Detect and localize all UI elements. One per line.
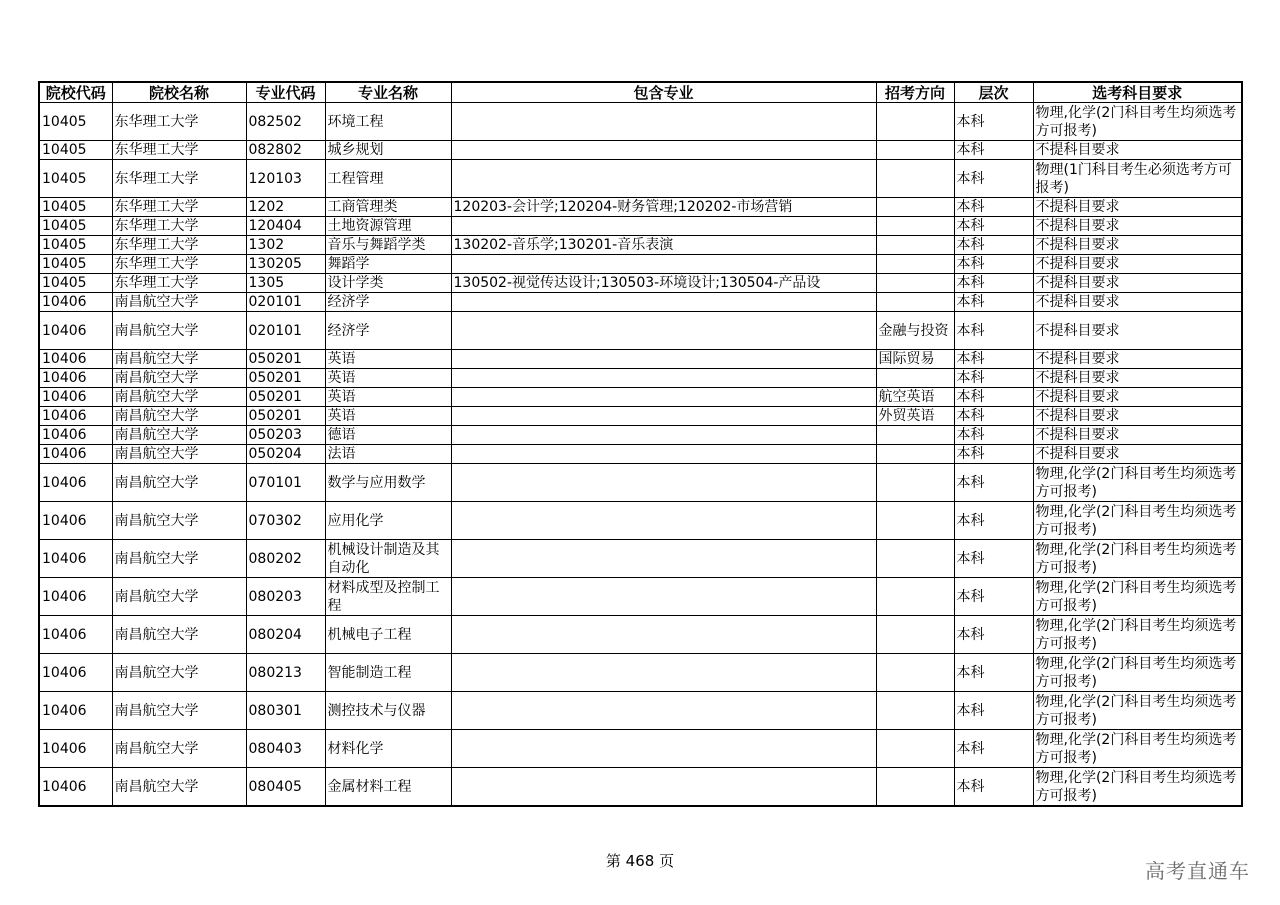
cell-direction [876,198,954,217]
cell-subject-requirement: 不提科目要求 [1033,274,1242,293]
header-major-code: 专业代码 [246,82,325,103]
cell-major-code: 080405 [246,768,325,807]
cell-school-name: 南昌航空大学 [112,312,246,350]
cell-major-name: 英语 [325,350,451,369]
cell-included-majors [451,407,876,426]
header-school-name: 院校名称 [112,82,246,103]
header-row [39,82,1242,103]
header-school-code: 院校代码 [39,82,112,103]
table-row [39,293,1242,312]
cell-school-code: 10405 [39,255,112,274]
cell-level: 本科 [954,426,1033,445]
cell-school-name: 东华理工大学 [112,217,246,236]
cell-major-code: 070101 [246,464,325,502]
cell-included-majors [451,103,876,141]
table-row [39,540,1242,578]
cell-major-code: 120404 [246,217,325,236]
cell-school-name: 南昌航空大学 [112,464,246,502]
cell-school-code: 10406 [39,616,112,654]
cell-school-name: 南昌航空大学 [112,502,246,540]
cell-school-code: 10406 [39,369,112,388]
cell-subject-requirement: 物理(1门科目考生必须选考方可报考) [1033,160,1242,198]
cell-level: 本科 [954,312,1033,350]
cell-direction [876,692,954,730]
cell-school-name: 南昌航空大学 [112,445,246,464]
cell-major-code: 020101 [246,312,325,350]
cell-major-code: 080204 [246,616,325,654]
cell-subject-requirement: 物理,化学(2门科目考生均须选考方可报考) [1033,768,1242,807]
cell-major-code: 080213 [246,654,325,692]
cell-direction [876,540,954,578]
cell-school-name: 南昌航空大学 [112,540,246,578]
cell-direction [876,236,954,255]
cell-included-majors [451,255,876,274]
cell-school-name: 南昌航空大学 [112,426,246,445]
cell-major-name: 土地资源管理 [325,217,451,236]
cell-level: 本科 [954,407,1033,426]
table-row [39,407,1242,426]
table-body [39,103,1242,807]
cell-school-code: 10405 [39,236,112,255]
cell-major-code: 080301 [246,692,325,730]
cell-level: 本科 [954,692,1033,730]
cell-subject-requirement: 不提科目要求 [1033,407,1242,426]
cell-subject-requirement: 不提科目要求 [1033,198,1242,217]
cell-major-name: 机械设计制造及其自动化 [325,540,451,578]
cell-direction: 外贸英语 [876,407,954,426]
table-row [39,160,1242,198]
cell-included-majors [451,730,876,768]
cell-school-name: 东华理工大学 [112,103,246,141]
cell-included-majors [451,350,876,369]
cell-major-code: 082802 [246,141,325,160]
cell-subject-requirement: 不提科目要求 [1033,350,1242,369]
cell-included-majors [451,312,876,350]
table-row [39,654,1242,692]
table-row [39,768,1242,807]
cell-direction [876,654,954,692]
cell-school-name: 东华理工大学 [112,160,246,198]
cell-school-name: 东华理工大学 [112,255,246,274]
cell-subject-requirement: 不提科目要求 [1033,445,1242,464]
cell-direction [876,274,954,293]
cell-direction: 金融与投资 [876,312,954,350]
cell-school-name: 南昌航空大学 [112,293,246,312]
cell-level: 本科 [954,141,1033,160]
cell-school-code: 10406 [39,768,112,807]
cell-major-code: 082502 [246,103,325,141]
cell-major-code: 080203 [246,578,325,616]
cell-direction: 国际贸易 [876,350,954,369]
cell-major-code: 050201 [246,388,325,407]
cell-school-code: 10406 [39,692,112,730]
cell-level: 本科 [954,369,1033,388]
cell-major-name: 工商管理类 [325,198,451,217]
cell-major-name: 经济学 [325,293,451,312]
table-row [39,426,1242,445]
cell-level: 本科 [954,274,1033,293]
cell-school-code: 10405 [39,217,112,236]
header-major-name: 专业名称 [325,82,451,103]
table-row [39,141,1242,160]
cell-major-code: 1305 [246,274,325,293]
cell-subject-requirement: 物理,化学(2门科目考生均须选考方可报考) [1033,103,1242,141]
cell-major-code: 050201 [246,407,325,426]
cell-school-code: 10406 [39,312,112,350]
cell-major-name: 舞蹈学 [325,255,451,274]
table-row [39,388,1242,407]
cell-direction [876,426,954,445]
cell-major-code: 120103 [246,160,325,198]
cell-major-code: 020101 [246,293,325,312]
header-included-majors: 包含专业 [451,82,876,103]
cell-included-majors [451,293,876,312]
cell-included-majors [451,578,876,616]
cell-school-code: 10406 [39,388,112,407]
cell-subject-requirement: 不提科目要求 [1033,369,1242,388]
cell-subject-requirement: 不提科目要求 [1033,255,1242,274]
cell-direction [876,255,954,274]
table-row [39,103,1242,141]
cell-level: 本科 [954,445,1033,464]
cell-school-code: 10406 [39,578,112,616]
cell-subject-requirement: 物理,化学(2门科目考生均须选考方可报考) [1033,502,1242,540]
cell-subject-requirement: 不提科目要求 [1033,388,1242,407]
cell-major-name: 应用化学 [325,502,451,540]
cell-subject-requirement: 不提科目要求 [1033,426,1242,445]
cell-major-name: 设计学类 [325,274,451,293]
cell-included-majors [451,616,876,654]
page-number: 第 468 页 [605,852,675,870]
cell-major-code: 050201 [246,350,325,369]
cell-major-name: 音乐与舞蹈学类 [325,236,451,255]
watermark: 高考直通车 [1145,859,1250,883]
cell-direction [876,502,954,540]
cell-major-name: 英语 [325,407,451,426]
cell-school-code: 10405 [39,198,112,217]
cell-level: 本科 [954,730,1033,768]
cell-major-code: 080202 [246,540,325,578]
cell-subject-requirement: 物理,化学(2门科目考生均须选考方可报考) [1033,730,1242,768]
cell-major-name: 英语 [325,388,451,407]
cell-school-name: 南昌航空大学 [112,388,246,407]
table-row [39,217,1242,236]
cell-included-majors: 130502-视觉传达设计;130503-环境设计;130504-产品设 [451,274,876,293]
cell-school-code: 10406 [39,407,112,426]
cell-major-code: 1202 [246,198,325,217]
cell-school-code: 10405 [39,160,112,198]
cell-school-name: 南昌航空大学 [112,692,246,730]
cell-school-name: 南昌航空大学 [112,616,246,654]
cell-major-name: 数学与应用数学 [325,464,451,502]
cell-major-name: 金属材料工程 [325,768,451,807]
cell-major-name: 法语 [325,445,451,464]
cell-major-code: 130205 [246,255,325,274]
cell-direction [876,578,954,616]
cell-direction [876,616,954,654]
cell-major-name: 经济学 [325,312,451,350]
cell-level: 本科 [954,616,1033,654]
cell-major-name: 测控技术与仪器 [325,692,451,730]
cell-included-majors [451,692,876,730]
cell-school-name: 南昌航空大学 [112,407,246,426]
cell-school-name: 东华理工大学 [112,141,246,160]
cell-school-code: 10406 [39,464,112,502]
cell-school-code: 10406 [39,350,112,369]
cell-major-name: 英语 [325,369,451,388]
cell-direction [876,103,954,141]
header-subject-requirement: 选考科目要求 [1033,82,1242,103]
cell-subject-requirement: 不提科目要求 [1033,217,1242,236]
cell-school-name: 东华理工大学 [112,198,246,217]
header-direction: 招考方向 [876,82,954,103]
cell-school-code: 10406 [39,445,112,464]
cell-included-majors [451,388,876,407]
table-row [39,236,1242,255]
cell-subject-requirement: 不提科目要求 [1033,236,1242,255]
cell-major-name: 材料化学 [325,730,451,768]
cell-direction [876,217,954,236]
cell-included-majors [451,502,876,540]
table-row [39,692,1242,730]
cell-major-code: 1302 [246,236,325,255]
cell-school-code: 10406 [39,730,112,768]
table-row [39,616,1242,654]
cell-school-code: 10406 [39,502,112,540]
cell-included-majors [451,768,876,807]
cell-direction [876,369,954,388]
cell-included-majors [451,160,876,198]
cell-major-name: 德语 [325,426,451,445]
cell-major-code: 050203 [246,426,325,445]
cell-subject-requirement: 物理,化学(2门科目考生均须选考方可报考) [1033,616,1242,654]
cell-included-majors [451,369,876,388]
cell-included-majors [451,141,876,160]
cell-direction [876,293,954,312]
table-row [39,445,1242,464]
table-row [39,730,1242,768]
cell-included-majors [451,217,876,236]
cell-school-code: 10405 [39,141,112,160]
cell-subject-requirement: 不提科目要求 [1033,293,1242,312]
cell-major-name: 机械电子工程 [325,616,451,654]
cell-included-majors [451,426,876,445]
table-row [39,350,1242,369]
cell-level: 本科 [954,540,1033,578]
cell-school-code: 10406 [39,426,112,445]
cell-level: 本科 [954,502,1033,540]
table-row [39,502,1242,540]
cell-level: 本科 [954,160,1033,198]
cell-major-name: 材料成型及控制工程 [325,578,451,616]
cell-major-name: 智能制造工程 [325,654,451,692]
cell-major-code: 080403 [246,730,325,768]
cell-level: 本科 [954,464,1033,502]
cell-major-code: 050201 [246,369,325,388]
cell-major-name: 环境工程 [325,103,451,141]
cell-school-name: 东华理工大学 [112,236,246,255]
cell-included-majors: 120203-会计学;120204-财务管理;120202-市场营销 [451,198,876,217]
cell-direction [876,768,954,807]
cell-level: 本科 [954,654,1033,692]
cell-subject-requirement: 物理,化学(2门科目考生均须选考方可报考) [1033,578,1242,616]
cell-level: 本科 [954,236,1033,255]
cell-school-name: 东华理工大学 [112,274,246,293]
cell-level: 本科 [954,103,1033,141]
table-row [39,198,1242,217]
table-row [39,464,1242,502]
cell-school-name: 南昌航空大学 [112,654,246,692]
table-row [39,578,1242,616]
cell-major-code: 050204 [246,445,325,464]
cell-major-name: 工程管理 [325,160,451,198]
cell-direction: 航空英语 [876,388,954,407]
cell-subject-requirement: 物理,化学(2门科目考生均须选考方可报考) [1033,692,1242,730]
cell-level: 本科 [954,293,1033,312]
table-row [39,274,1242,293]
cell-direction [876,464,954,502]
cell-direction [876,160,954,198]
header-level: 层次 [954,82,1033,103]
cell-major-code: 070302 [246,502,325,540]
cell-level: 本科 [954,768,1033,807]
cell-level: 本科 [954,198,1033,217]
cell-level: 本科 [954,217,1033,236]
cell-school-name: 南昌航空大学 [112,369,246,388]
cell-included-majors [451,445,876,464]
cell-direction [876,730,954,768]
cell-school-code: 10405 [39,103,112,141]
cell-included-majors [451,540,876,578]
table-row [39,369,1242,388]
cell-level: 本科 [954,255,1033,274]
cell-level: 本科 [954,578,1033,616]
cell-included-majors [451,464,876,502]
table-row [39,255,1242,274]
table-row [39,312,1242,350]
cell-school-code: 10406 [39,293,112,312]
cell-school-name: 南昌航空大学 [112,730,246,768]
cell-major-name: 城乡规划 [325,141,451,160]
cell-school-name: 南昌航空大学 [112,578,246,616]
cell-school-code: 10406 [39,654,112,692]
cell-school-code: 10406 [39,540,112,578]
cell-subject-requirement: 不提科目要求 [1033,141,1242,160]
cell-subject-requirement: 物理,化学(2门科目考生均须选考方可报考) [1033,540,1242,578]
cell-subject-requirement: 不提科目要求 [1033,312,1242,350]
cell-subject-requirement: 物理,化学(2门科目考生均须选考方可报考) [1033,464,1242,502]
cell-school-name: 南昌航空大学 [112,350,246,369]
admission-table [38,81,1243,807]
cell-direction [876,141,954,160]
cell-level: 本科 [954,350,1033,369]
cell-school-code: 10405 [39,274,112,293]
cell-subject-requirement: 物理,化学(2门科目考生均须选考方可报考) [1033,654,1242,692]
cell-included-majors [451,654,876,692]
cell-direction [876,445,954,464]
cell-school-name: 南昌航空大学 [112,768,246,807]
cell-included-majors: 130202-音乐学;130201-音乐表演 [451,236,876,255]
cell-level: 本科 [954,388,1033,407]
